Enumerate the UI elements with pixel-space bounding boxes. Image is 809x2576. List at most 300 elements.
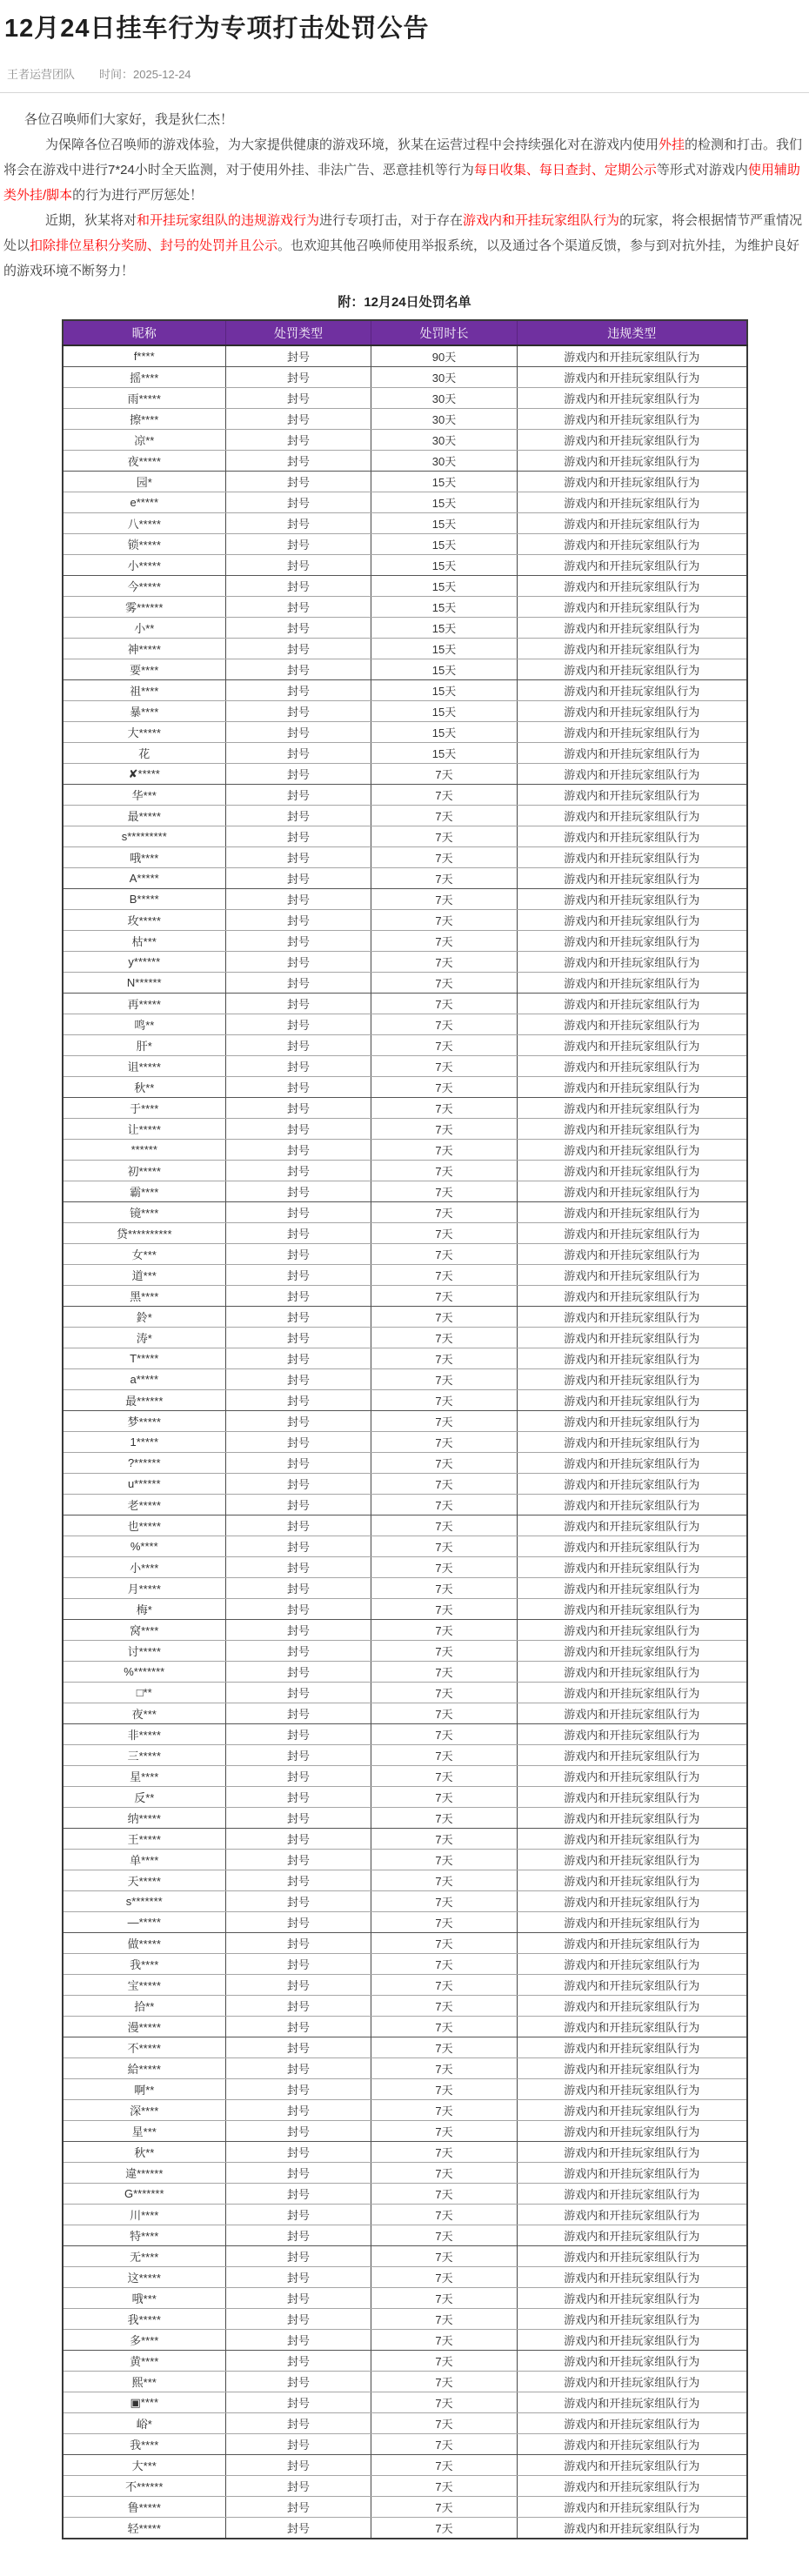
table-cell: 封号 <box>226 1912 371 1933</box>
table-cell: 7天 <box>371 1850 518 1870</box>
table-cell: 15天 <box>371 534 518 555</box>
table-cell: 游戏内和开挂玩家组队行为 <box>518 847 747 868</box>
table-row <box>63 994 747 1014</box>
table-cell: 7天 <box>371 1411 518 1432</box>
table-cell: 7天 <box>371 806 518 826</box>
table-cell: 游戏内和开挂玩家组队行为 <box>518 2434 747 2455</box>
table-cell: 封号 <box>226 1077 371 1098</box>
table-row <box>63 1244 747 1265</box>
table-cell: 封号 <box>226 2288 371 2309</box>
table-cell: 封号 <box>226 1870 371 1891</box>
table-row <box>63 2163 747 2184</box>
table-cell: 游戏内和开挂玩家组队行为 <box>518 1724 747 1745</box>
table-cell: 7天 <box>371 910 518 931</box>
table-cell: 封号 <box>226 1244 371 1265</box>
highlighted-text: 每日收集、每日查封、定期公示 <box>473 163 657 177</box>
time-label: 时间： <box>99 68 134 81</box>
body-text: 的检测和打击。我们将会在游戏中进行7*24小时全天监测，对于使用外挂、非法广告、恶意挂机等行为 <box>3 137 803 177</box>
table-cell: 游戏内和开挂玩家组队行为 <box>518 1432 747 1453</box>
table-row <box>63 931 747 952</box>
table-cell: 我***** <box>63 2309 226 2330</box>
table-row <box>63 388 747 409</box>
table-cell: 封号 <box>226 1766 371 1787</box>
table-cell: 游戏内和开挂玩家组队行为 <box>518 868 747 889</box>
table-cell: 7天 <box>371 1495 518 1515</box>
table-cell: 7天 <box>371 1787 518 1808</box>
table-cell: 游戏内和开挂玩家组队行为 <box>518 2330 747 2351</box>
table-cell: 封号 <box>226 1119 371 1140</box>
table-cell: 游戏内和开挂玩家组队行为 <box>518 1056 747 1077</box>
table-cell: 小**** <box>63 1557 226 1578</box>
table-cell: 游戏内和开挂玩家组队行为 <box>518 1140 747 1161</box>
table-cell: 非***** <box>63 1724 226 1745</box>
table-cell: 封号 <box>226 2413 371 2434</box>
table-cell: 游戏内和开挂玩家组队行为 <box>518 1975 747 1996</box>
table-cell: 封号 <box>226 2246 371 2267</box>
table-cell: 女*** <box>63 1244 226 1265</box>
table-cell: 不***** <box>63 2037 226 2058</box>
table-cell: 封号 <box>226 513 371 534</box>
table-cell: %******* <box>63 1662 226 1683</box>
table-cell: 封号 <box>226 1265 371 1286</box>
table-cell: 游戏内和开挂玩家组队行为 <box>518 1912 747 1933</box>
table-cell: 月***** <box>63 1578 226 1599</box>
table-cell: 30天 <box>371 430 518 451</box>
table-cell: 封号 <box>226 555 371 576</box>
table-cell: 游戏内和开挂玩家组队行为 <box>518 1119 747 1140</box>
table-row <box>63 2309 747 2330</box>
table-cell: 給***** <box>63 2058 226 2079</box>
table-row <box>63 952 747 973</box>
table-cell: %**** <box>63 1536 226 1557</box>
table-row <box>63 659 747 680</box>
table-cell: 封号 <box>226 2037 371 2058</box>
table-cell: 游戏内和开挂玩家组队行为 <box>518 534 747 555</box>
table-cell: 封号 <box>226 1975 371 1996</box>
table-cell: 游戏内和开挂玩家组队行为 <box>518 2205 747 2225</box>
table-cell: 多**** <box>63 2330 226 2351</box>
table-row <box>63 1557 747 1578</box>
table-row <box>63 2205 747 2225</box>
table-cell: 园* <box>63 472 226 492</box>
table-cell: 7天 <box>371 2037 518 2058</box>
table-cell: 游戏内和开挂玩家组队行为 <box>518 1933 747 1954</box>
table-cell: 游戏内和开挂玩家组队行为 <box>518 1599 747 1620</box>
table-cell: □** <box>63 1683 226 1703</box>
table-cell: 涛* <box>63 1328 226 1348</box>
table-row <box>63 430 747 451</box>
table-cell: 7天 <box>371 1286 518 1307</box>
table-cell: 7天 <box>371 868 518 889</box>
table-cell: 不****** <box>63 2476 226 2497</box>
table-cell: 黑**** <box>63 1286 226 1307</box>
table-cell: 7天 <box>371 1098 518 1119</box>
paragraph <box>3 107 806 132</box>
table-cell: 封号 <box>226 1745 371 1766</box>
table-row <box>63 2267 747 2288</box>
punishment-table-body <box>63 345 747 2539</box>
table-row <box>63 2121 747 2142</box>
table-row <box>63 2037 747 2058</box>
table-cell: 游戏内和开挂玩家组队行为 <box>518 2079 747 2100</box>
column-header: 处罚时长 <box>371 320 518 345</box>
table-cell: 游戏内和开挂玩家组队行为 <box>518 2518 747 2539</box>
table-row <box>63 597 747 618</box>
table-cell: 封号 <box>226 1056 371 1077</box>
table-cell: 封号 <box>226 826 371 847</box>
table-cell: 7天 <box>371 1724 518 1745</box>
table-row <box>63 1056 747 1077</box>
table-row <box>63 2413 747 2434</box>
table-cell: 封号 <box>226 2121 371 2142</box>
table-cell: 封号 <box>226 472 371 492</box>
table-cell: 15天 <box>371 639 518 659</box>
table-row <box>63 1035 747 1056</box>
divider-line <box>0 92 809 93</box>
table-cell: 游戏内和开挂玩家组队行为 <box>518 513 747 534</box>
table-cell: 最***** <box>63 806 226 826</box>
table-cell: 封号 <box>226 659 371 680</box>
table-cell: 游戏内和开挂玩家组队行为 <box>518 1578 747 1599</box>
table-cell: 7天 <box>371 1703 518 1724</box>
table-row <box>63 1432 747 1453</box>
table-cell: 7天 <box>371 994 518 1014</box>
announcement-page <box>0 9 809 2539</box>
table-cell: 夜***** <box>63 451 226 472</box>
table-cell: 游戏内和开挂玩家组队行为 <box>518 2476 747 2497</box>
table-cell: 游戏内和开挂玩家组队行为 <box>518 1495 747 1515</box>
table-cell: 封号 <box>226 1641 371 1662</box>
table-cell: 游戏内和开挂玩家组队行为 <box>518 1536 747 1557</box>
table-cell: 游戏内和开挂玩家组队行为 <box>518 1787 747 1808</box>
table-cell: N****** <box>63 973 226 994</box>
table-cell: 封号 <box>226 1578 371 1599</box>
table-cell: 老***** <box>63 1495 226 1515</box>
table-cell: 7天 <box>371 1119 518 1140</box>
table-cell: A***** <box>63 868 226 889</box>
table-cell: 游戏内和开挂玩家组队行为 <box>518 345 747 367</box>
table-cell: 封号 <box>226 2079 371 2100</box>
table-cell: 游戏内和开挂玩家组队行为 <box>518 1035 747 1056</box>
table-cell: 三***** <box>63 1745 226 1766</box>
table-cell: 封号 <box>226 701 371 722</box>
table-cell: s******* <box>63 1891 226 1912</box>
table-cell: 7天 <box>371 1891 518 1912</box>
table-cell: 7天 <box>371 2121 518 2142</box>
punishment-table <box>62 319 748 2539</box>
table-row <box>63 910 747 931</box>
table-cell: 封号 <box>226 597 371 618</box>
table-row <box>63 1286 747 1307</box>
body-text: 的行为进行严厉惩处！ <box>72 188 204 203</box>
table-cell: 鲁***** <box>63 2497 226 2518</box>
table-cell: 7天 <box>371 2372 518 2392</box>
table-cell: 7天 <box>371 1056 518 1077</box>
table-cell: 游戏内和开挂玩家组队行为 <box>518 1265 747 1286</box>
table-cell: 游戏内和开挂玩家组队行为 <box>518 2267 747 2288</box>
table-cell: 封号 <box>226 1557 371 1578</box>
table-cell: 30天 <box>371 367 518 388</box>
table-cell: 7天 <box>371 2497 518 2518</box>
table-cell: 封号 <box>226 1098 371 1119</box>
table-cell: 游戏内和开挂玩家组队行为 <box>518 2372 747 2392</box>
table-cell: 封号 <box>226 764 371 785</box>
table-row <box>63 2058 747 2079</box>
table-cell: 熙*** <box>63 2372 226 2392</box>
table-cell: 封号 <box>226 1286 371 1307</box>
table-cell: 游戏内和开挂玩家组队行为 <box>518 1369 747 1390</box>
table-cell: 15天 <box>371 680 518 701</box>
table-cell: 要**** <box>63 659 226 680</box>
table-cell: 封号 <box>226 868 371 889</box>
table-cell: 封号 <box>226 2392 371 2413</box>
table-cell: 7天 <box>371 1515 518 1536</box>
team-name: 王者运营团队 <box>7 68 76 81</box>
table-row <box>63 2455 747 2476</box>
table-cell: 7天 <box>371 2163 518 2184</box>
table-cell: 7天 <box>371 973 518 994</box>
table-cell: 7天 <box>371 2330 518 2351</box>
table-cell: 玫***** <box>63 910 226 931</box>
table-row <box>63 1912 747 1933</box>
table-row <box>63 2372 747 2392</box>
table-row <box>63 2476 747 2497</box>
table-cell: 梦***** <box>63 1411 226 1432</box>
table-cell: 哦**** <box>63 847 226 868</box>
table-cell: 7天 <box>371 1662 518 1683</box>
table-row <box>63 2288 747 2309</box>
table-row <box>63 1453 747 1474</box>
table-cell: 7天 <box>371 764 518 785</box>
table-cell: 7天 <box>371 1035 518 1056</box>
table-cell: 7天 <box>371 1766 518 1787</box>
table-cell: 凉** <box>63 430 226 451</box>
table-cell: 封号 <box>226 1599 371 1620</box>
table-cell: 封号 <box>226 2497 371 2518</box>
table-row <box>63 1181 747 1202</box>
table-cell: 小** <box>63 618 226 639</box>
table-cell: 7天 <box>371 1202 518 1223</box>
table-cell: 15天 <box>371 701 518 722</box>
table-cell: 游戏内和开挂玩家组队行为 <box>518 1557 747 1578</box>
table-cell: 7天 <box>371 1745 518 1766</box>
table-row <box>63 618 747 639</box>
table-cell: 7天 <box>371 2100 518 2121</box>
table-cell: 封号 <box>226 1850 371 1870</box>
table-cell: 特**** <box>63 2225 226 2246</box>
table-cell: 天***** <box>63 1870 226 1891</box>
table-row <box>63 826 747 847</box>
table-cell: 王***** <box>63 1829 226 1850</box>
table-cell: 封号 <box>226 2058 371 2079</box>
table-cell: 川**** <box>63 2205 226 2225</box>
table-cell: 封号 <box>226 367 371 388</box>
table-row <box>63 1161 747 1181</box>
body-text: 的玩家，将会根据情节严重情况处以 <box>3 213 803 253</box>
table-row <box>63 1307 747 1328</box>
table-row <box>63 2434 747 2455</box>
table-cell: 7天 <box>371 1536 518 1557</box>
table-cell: 封号 <box>226 1432 371 1453</box>
table-cell: 7天 <box>371 2288 518 2309</box>
table-cell: 轻***** <box>63 2518 226 2539</box>
table-cell: 游戏内和开挂玩家组队行为 <box>518 409 747 430</box>
table-cell: 游戏内和开挂玩家组队行为 <box>518 2351 747 2372</box>
table-row <box>63 868 747 889</box>
table-row <box>63 1662 747 1683</box>
table-cell: 15天 <box>371 618 518 639</box>
table-cell: 7天 <box>371 1223 518 1244</box>
table-row <box>63 2392 747 2413</box>
table-cell: 90天 <box>371 345 518 367</box>
table-cell: 游戏内和开挂玩家组队行为 <box>518 1244 747 1265</box>
table-cell: 漫***** <box>63 2017 226 2037</box>
table-row <box>63 1328 747 1348</box>
table-cell: 窝**** <box>63 1620 226 1641</box>
table-row <box>63 1536 747 1557</box>
table-cell: 摇**** <box>63 367 226 388</box>
table-cell: 封号 <box>226 1891 371 1912</box>
table-cell: 7天 <box>371 1996 518 2017</box>
table-cell: 游戏内和开挂玩家组队行为 <box>518 1286 747 1307</box>
table-cell: u****** <box>63 1474 226 1495</box>
table-cell: 7天 <box>371 1975 518 1996</box>
table-cell: 1***** <box>63 1432 226 1453</box>
table-cell: 7天 <box>371 2267 518 2288</box>
table-cell: 封号 <box>226 1453 371 1474</box>
table-cell: 镜**** <box>63 1202 226 1223</box>
table-cell: 15天 <box>371 576 518 597</box>
table-cell: 封号 <box>226 1808 371 1829</box>
table-cell: 封号 <box>226 1495 371 1515</box>
table-row <box>63 1119 747 1140</box>
table-cell: 封号 <box>226 1662 371 1683</box>
table-cell: 游戏内和开挂玩家组队行为 <box>518 1014 747 1035</box>
table-cell: y****** <box>63 952 226 973</box>
table-cell: 7天 <box>371 826 518 847</box>
table-cell: 游戏内和开挂玩家组队行为 <box>518 1766 747 1787</box>
table-cell: 游戏内和开挂玩家组队行为 <box>518 826 747 847</box>
table-row <box>63 701 747 722</box>
table-row <box>63 1724 747 1745</box>
table-cell: 封号 <box>226 1369 371 1390</box>
table-cell: 7天 <box>371 1161 518 1181</box>
table-cell: 封号 <box>226 1933 371 1954</box>
table-row <box>63 680 747 701</box>
table-cell: 游戏内和开挂玩家组队行为 <box>518 785 747 806</box>
table-row <box>63 472 747 492</box>
table-cell: 7天 <box>371 1348 518 1369</box>
table-cell: 游戏内和开挂玩家组队行为 <box>518 931 747 952</box>
table-cell: 7天 <box>371 2142 518 2163</box>
table-row <box>63 492 747 513</box>
highlighted-text: 外挂 <box>659 137 685 152</box>
table-cell: 游戏内和开挂玩家组队行为 <box>518 1223 747 1244</box>
table-row <box>63 2497 747 2518</box>
table-cell: 違****** <box>63 2163 226 2184</box>
table-cell: 封号 <box>226 680 371 701</box>
table-cell: 游戏内和开挂玩家组队行为 <box>518 1161 747 1181</box>
table-cell: 封号 <box>226 743 371 764</box>
table-cell: 宝***** <box>63 1975 226 1996</box>
body-text: 为保障各位召唤师的游戏体验，为大家提供健康的游戏环境，狄某在运营过程中会持续强化对在游戏内使用 <box>45 137 659 152</box>
table-cell: 游戏内和开挂玩家组队行为 <box>518 2037 747 2058</box>
table-cell: 星**** <box>63 1766 226 1787</box>
table-row <box>63 1599 747 1620</box>
table-cell: 峪* <box>63 2413 226 2434</box>
body-text: 进行专项打击，对于存在 <box>319 213 464 228</box>
table-row <box>63 764 747 785</box>
table-cell: 初***** <box>63 1161 226 1181</box>
table-cell: 封号 <box>226 1954 371 1975</box>
table-cell: 华*** <box>63 785 226 806</box>
table-cell: 游戏内和开挂玩家组队行为 <box>518 1453 747 1474</box>
table-caption: 附：12月24日处罚名单 <box>338 295 471 310</box>
table-cell: 封号 <box>226 639 371 659</box>
table-cell: ?****** <box>63 1453 226 1474</box>
table-cell: 游戏内和开挂玩家组队行为 <box>518 2392 747 2413</box>
table-cell: 夜*** <box>63 1703 226 1724</box>
table-cell: 封号 <box>226 2518 371 2539</box>
table-cell: 再***** <box>63 994 226 1014</box>
table-row <box>63 1202 747 1223</box>
table-row <box>63 1495 747 1515</box>
table-cell: 7天 <box>371 2246 518 2267</box>
table-cell: 道*** <box>63 1265 226 1286</box>
table-cell: 7天 <box>371 2351 518 2372</box>
highlighted-text: 和开挂玩家组队的违规游戏行为 <box>137 213 320 228</box>
table-row <box>63 806 747 826</box>
table-cell: 游戏内和开挂玩家组队行为 <box>518 555 747 576</box>
table-cell: 游戏内和开挂玩家组队行为 <box>518 1411 747 1432</box>
table-cell: B***** <box>63 889 226 910</box>
table-cell: 封号 <box>226 1035 371 1056</box>
body-text: 各位召唤师们大家好，我是狄仁杰！ <box>24 112 234 127</box>
table-cell: 反** <box>63 1787 226 1808</box>
table-cell: 7天 <box>371 1307 518 1328</box>
table-cell: 封号 <box>226 2455 371 2476</box>
paragraph <box>3 208 806 284</box>
table-cell: 游戏内和开挂玩家组队行为 <box>518 1515 747 1536</box>
table-cell: 锁***** <box>63 534 226 555</box>
table-cell: 封号 <box>226 1620 371 1641</box>
table-row <box>63 1265 747 1286</box>
table-cell: 游戏内和开挂玩家组队行为 <box>518 2225 747 2246</box>
table-cell: 秋** <box>63 1077 226 1098</box>
table-cell: 游戏内和开挂玩家组队行为 <box>518 2184 747 2205</box>
table-cell: 封号 <box>226 388 371 409</box>
table-cell: 游戏内和开挂玩家组队行为 <box>518 2413 747 2434</box>
table-cell: 7天 <box>371 2518 518 2539</box>
table-cell: 15天 <box>371 492 518 513</box>
table-cell: 游戏内和开挂玩家组队行为 <box>518 1703 747 1724</box>
table-row <box>63 1140 747 1161</box>
table-cell: 封号 <box>226 806 371 826</box>
table-cell: 这***** <box>63 2267 226 2288</box>
table-cell: 游戏内和开挂玩家组队行为 <box>518 2121 747 2142</box>
table-cell: 游戏内和开挂玩家组队行为 <box>518 994 747 1014</box>
table-cell: 15天 <box>371 513 518 534</box>
table-cell: 游戏内和开挂玩家组队行为 <box>518 618 747 639</box>
table-cell: 今***** <box>63 576 226 597</box>
table-cell: 7天 <box>371 2079 518 2100</box>
table-cell: 封号 <box>226 2142 371 2163</box>
table-header <box>63 320 747 345</box>
table-cell: 游戏内和开挂玩家组队行为 <box>518 2309 747 2330</box>
table-cell: 游戏内和开挂玩家组队行为 <box>518 1307 747 1328</box>
table-cell: 游戏内和开挂玩家组队行为 <box>518 2288 747 2309</box>
table-cell: 最****** <box>63 1390 226 1411</box>
